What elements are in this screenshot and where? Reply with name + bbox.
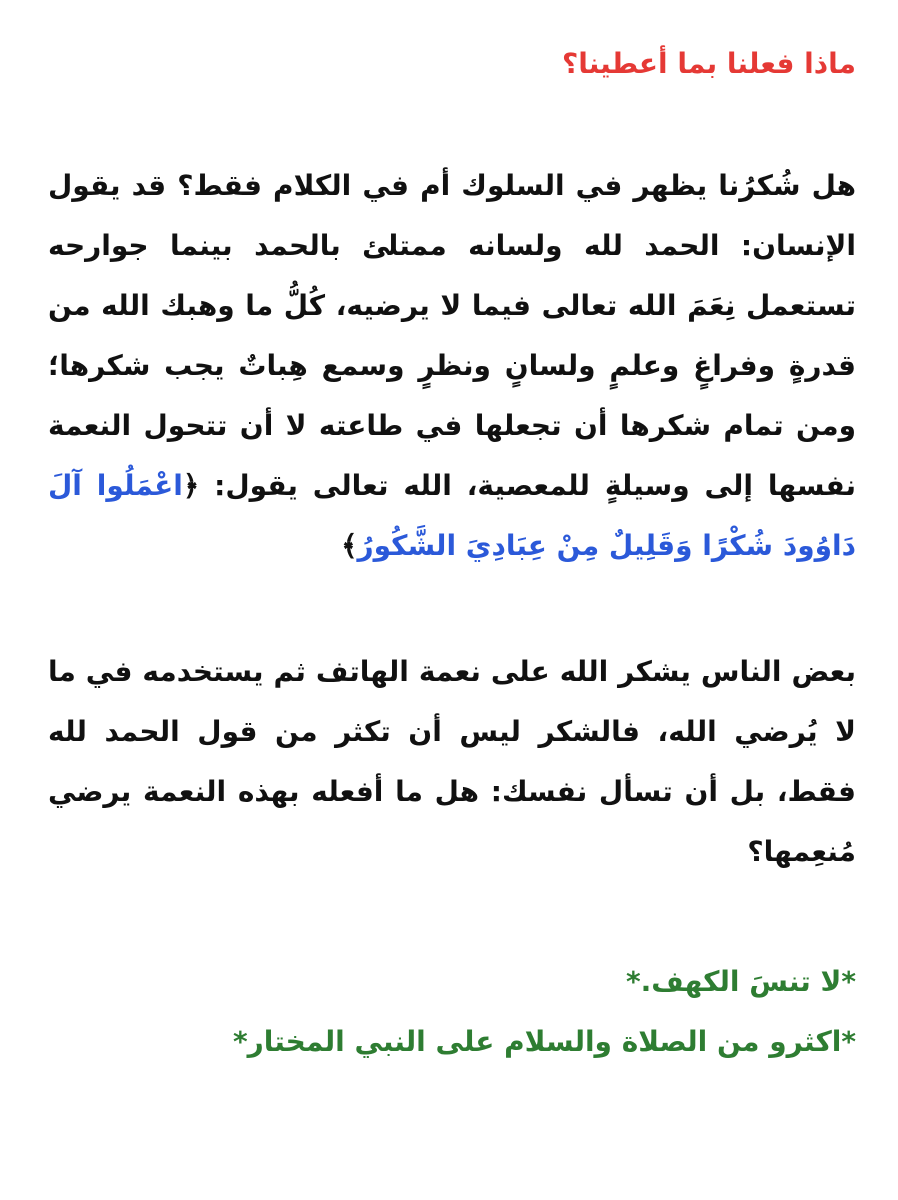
quran-verse: اعْمَلُوا آلَ دَاوُودَ شُكْرًا وَقَلِيلٌ مِنْ عِبَادِيَ الشَّكُورُ xyxy=(48,469,856,562)
post-title: ماذا فعلنا بما أعطينا؟ xyxy=(562,47,856,80)
paragraph-gratitude-conduct xyxy=(48,156,856,576)
paragraph-gratitude-conduct-text: هل شُكرُنا يظهر في السلوك أم في الكلام فقط؟ قد يقول الإنسان: الحمد لله ولسانه ممتلئ بالحمد بينما جوارحه تستعمل نِعَمَ الله تعالى فيما لا يرضيه، كُلُّ ما وهبك الله من قدرةٍ وفراغٍ وعلمٍ ولسانٍ ونظرٍ وسمع هِباتٌ يجب شكرها؛ ومن تمام شكرها أن تجعلها في طاعته لا أن تتحول النعمة نفسها إلى وسيلةٍ للمعصية، الله تعالى يقول: xyxy=(48,169,856,502)
quran-bracket-close: ﴾ xyxy=(341,529,358,562)
reminder-salawat: *اكثرو من الصلاة والسلام على النبي المختار* xyxy=(232,1025,856,1058)
quran-bracket-open: ﴿ xyxy=(182,469,200,502)
reminder-kahf: *لا تنسَ الكهف.* xyxy=(625,965,856,998)
paragraph-phone-blessing: بعض الناس يشكر الله على نعمة الهاتف ثم يستخدمه في ما لا يُرضي الله، فالشكر ليس أن تكثر من قول الحمد لله فقط، بل أن تسأل نفسك: هل ما أفعله بهذه النعمة يرضي مُنعِمها؟ xyxy=(48,655,856,868)
